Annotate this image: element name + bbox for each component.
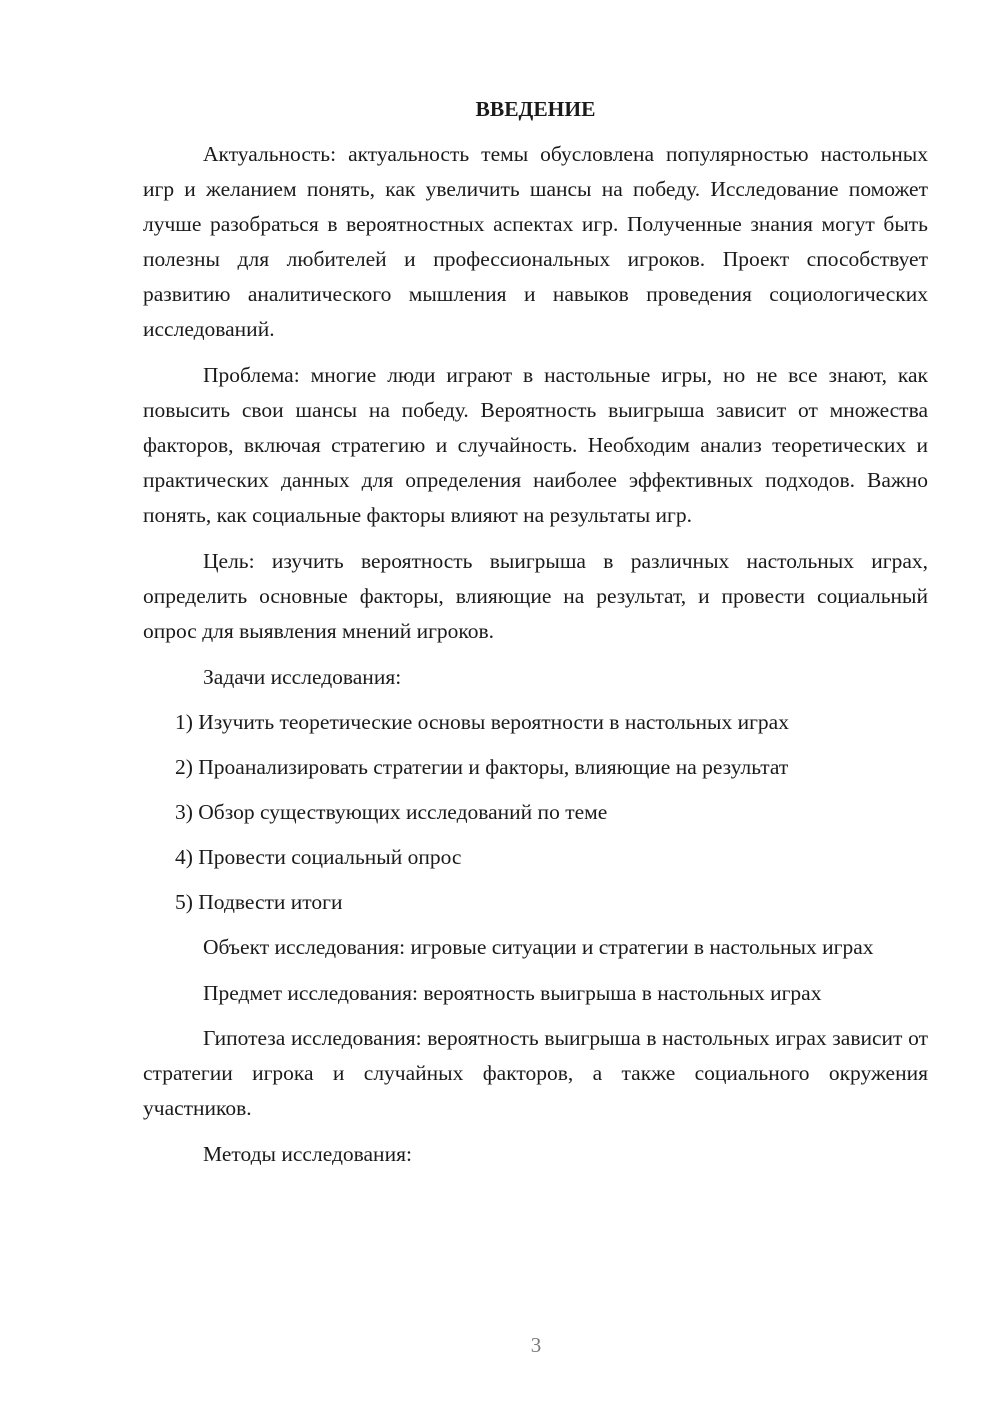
list-item: 2) Проанализировать стратегии и факторы, влияющие на результат — [175, 755, 789, 779]
paragraph-relevance: Актуальность: актуальность темы обусловлена популярностью настольных игр и желанием понять, как увеличить шансы на победу. Исследование поможет лучше разобраться в вероятностных аспектах игр. Полученные знания могут быть полезны для любителей и профессиональных игроков. Проект способствует развитию аналитического мышления и навыков проведения социологических исследований. — [143, 142, 928, 341]
paragraph-hypothesis: Гипотеза исследования: вероятность выигрыша в настольных играх зависит от стратегии игрока и случайных факторов, а также социального окружения участников. — [143, 1026, 928, 1120]
page-content — [143, 92, 928, 1182]
paragraph-problem: Проблема: многие люди играют в настольные игры, но не все знают, как повысить свои шансы на победу. Вероятность выигрыша зависит от множества факторов, включая стратегию и случайность. Необходим анализ теоретических и практических данных для определения наиболее эффективных подходов. Важно понять, как социальные факторы влияют на результаты игр. — [143, 363, 928, 527]
paragraph-subject: Предмет исследования: вероятность выигрыша в настольных играх — [203, 981, 822, 1005]
tasks-heading: Задачи исследования: — [203, 665, 402, 689]
list-item: 4) Провести социальный опрос — [175, 845, 462, 869]
page-number: 3 — [530, 1333, 542, 1357]
page-title: ВВЕДЕНИЕ — [475, 97, 596, 121]
list-item: 5) Подвести итоги — [175, 890, 343, 914]
methods-heading: Методы исследования: — [203, 1142, 412, 1166]
list-item: 1) Изучить теоретические основы вероятности в настольных играх — [175, 710, 789, 734]
list-item: 3) Обзор существующих исследований по теме — [175, 800, 608, 824]
paragraph-goal: Цель: изучить вероятность выигрыша в различных настольных играх, определить основные факторы, влияющие на результат, и провести социальный опрос для выявления мнений игроков. — [143, 549, 928, 643]
paragraph-object: Объект исследования: игровые ситуации и стратегии в настольных играх — [203, 935, 874, 959]
